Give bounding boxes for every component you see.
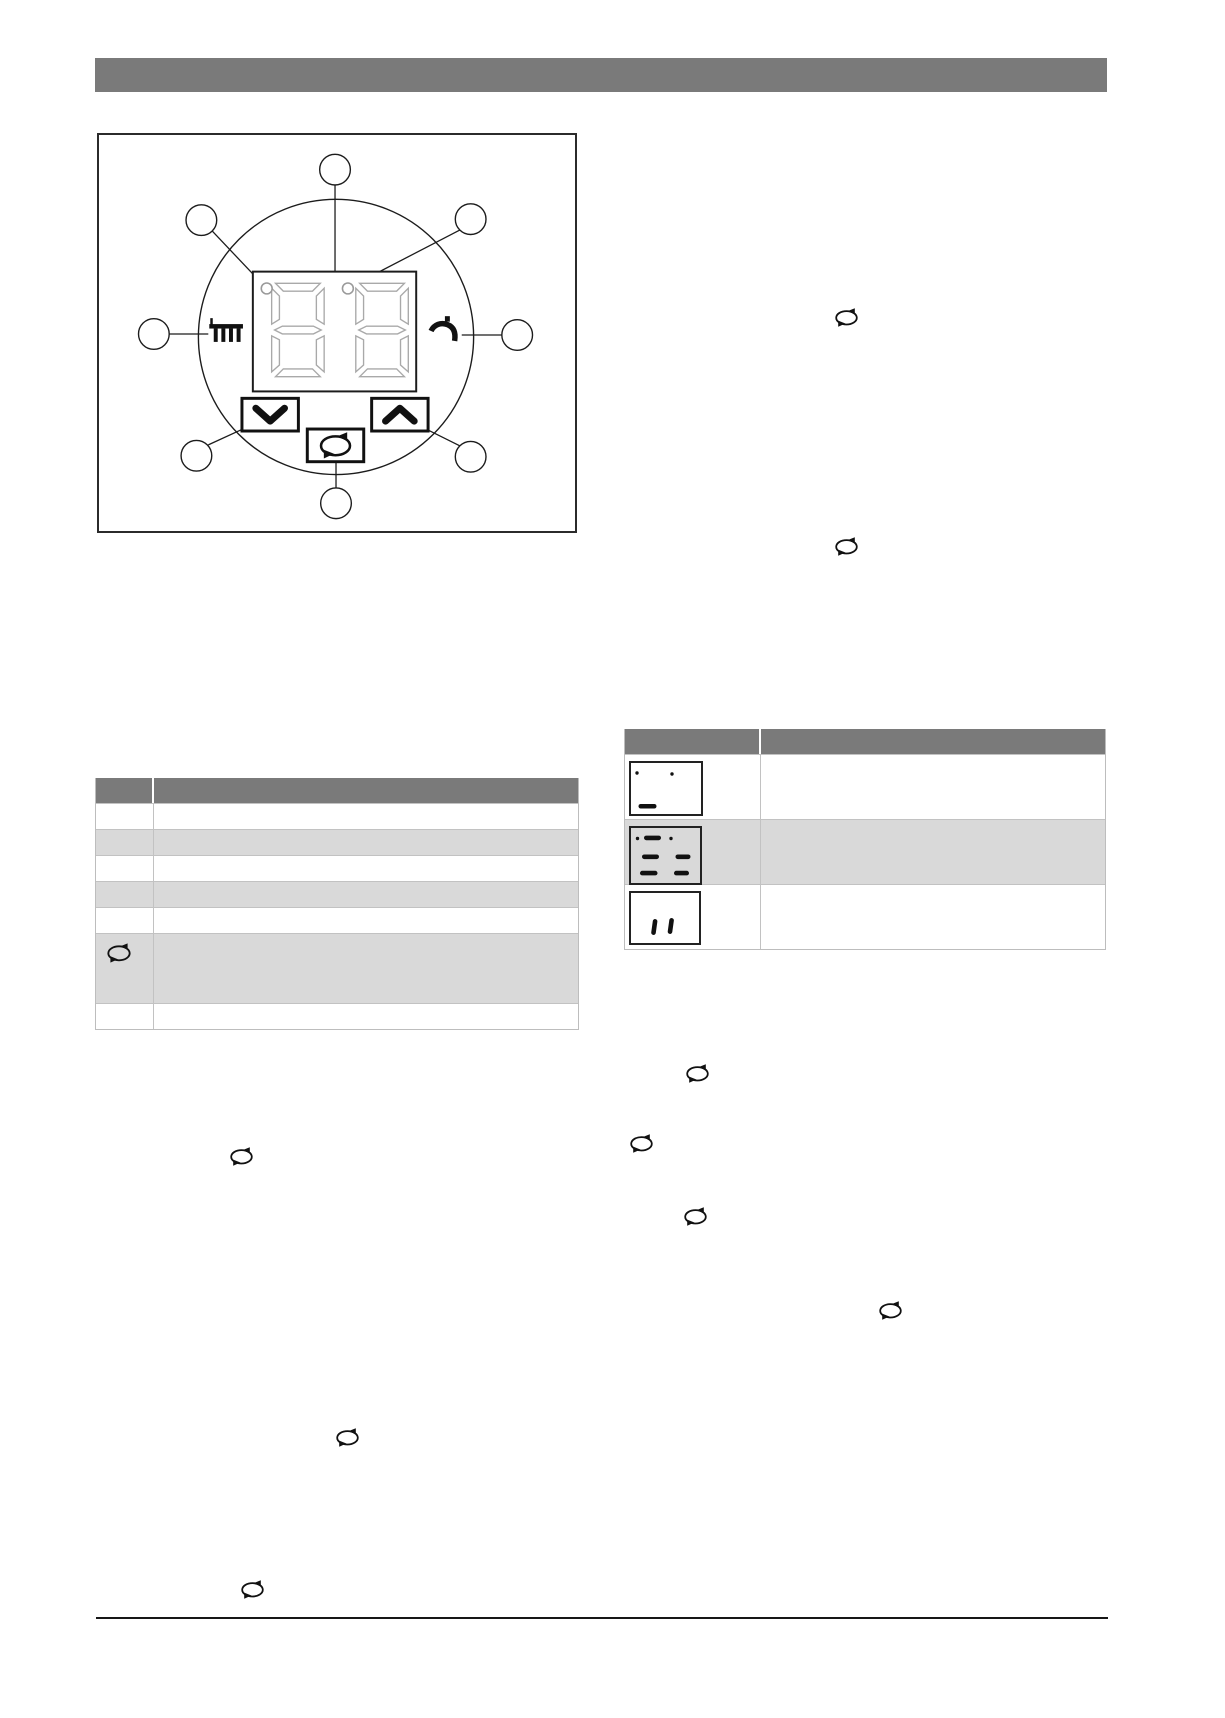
states-header-description-cell [761, 729, 1105, 754]
table-row [625, 819, 1105, 884]
cycle-arrows-icon [228, 1147, 255, 1166]
display-box-flashing-segments [629, 826, 702, 885]
display-states-table [624, 729, 1106, 950]
footer-rule [96, 1617, 1108, 1619]
tap-icon [431, 316, 455, 341]
legend-header-symbol-cell [96, 778, 154, 803]
display-led-right [342, 283, 353, 294]
callout-circle-lower-right [455, 441, 486, 472]
cycle-arrows-icon [239, 1580, 266, 1599]
callout-circle-bottom [321, 488, 352, 519]
cycle-arrows-icon [833, 537, 860, 556]
cycle-arrows-icon [334, 1428, 361, 1447]
up-button [372, 398, 428, 431]
table-row [96, 803, 578, 829]
states-header-symbol-cell [625, 729, 761, 754]
radiator-icon [209, 318, 243, 342]
down-button [242, 398, 298, 431]
callout-circle-upper-left [186, 205, 217, 236]
table-row [625, 884, 1105, 949]
table-row-mode-key [96, 933, 578, 1003]
callout-circle-left [139, 319, 170, 350]
cycle-arrows-icon [105, 942, 133, 964]
table-row [96, 829, 578, 855]
display-box-dots-and-bottom-segment [629, 761, 703, 816]
table-row [96, 1003, 578, 1029]
table-row [96, 855, 578, 881]
table-row [96, 907, 578, 933]
legend-table-header [96, 778, 578, 803]
display-led-left [261, 283, 272, 294]
controls-legend-table [95, 778, 579, 1030]
legend-header-description-cell [154, 778, 578, 803]
chapter-header-bar [95, 58, 1107, 92]
display-box-two-tick-marks [629, 891, 701, 945]
control-panel-diagram [99, 135, 575, 531]
callout-circle-upper-right [455, 204, 486, 235]
cycle-arrows-icon [682, 1207, 709, 1226]
cycle-arrows-icon [628, 1134, 655, 1153]
cycle-arrows-icon [877, 1301, 904, 1320]
mode-button [307, 429, 363, 462]
cycle-arrows-icon [833, 308, 860, 327]
table-row [96, 881, 578, 907]
states-table-header [625, 729, 1105, 754]
callout-circle-lower-left [181, 440, 212, 471]
callout-circle-top [320, 154, 351, 185]
control-panel-figure [97, 133, 577, 533]
cycle-arrows-icon [684, 1064, 711, 1083]
table-row [625, 754, 1105, 819]
callout-circle-right [502, 320, 533, 351]
